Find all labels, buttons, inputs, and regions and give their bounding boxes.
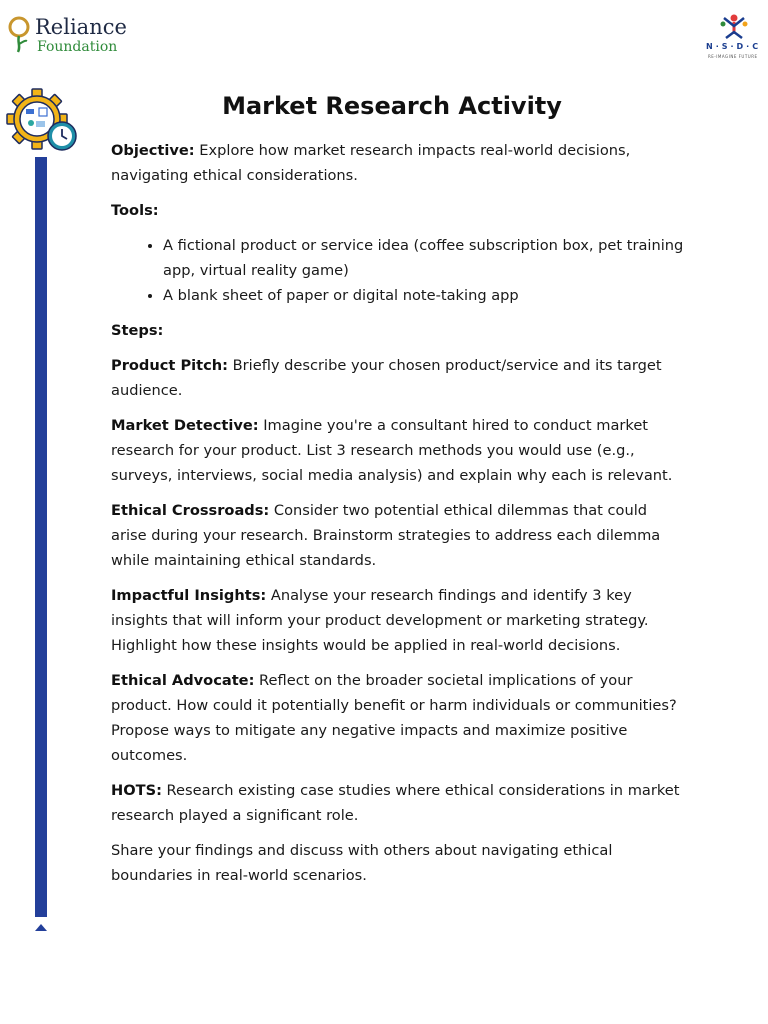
steps-heading (111, 318, 686, 343)
step-ethical-advocate (111, 668, 686, 768)
step-text: Research existing case studies where ethical considerations in market research played a significant role. (111, 782, 680, 824)
step-text: Reflect on the broader societal implications of your product. How could it potentially benefit or harm individuals or communities? Propose ways to mitigate any negative impacts and maximize positive outcomes. (111, 672, 677, 764)
tools-heading (111, 198, 686, 223)
left-rail-bar (35, 157, 47, 917)
step-label: Ethical Crossroads: (111, 502, 270, 519)
step-impactful-insights (111, 583, 686, 658)
step-text: Consider two potential ethical dilemmas that could arise during your research. Brainstorm strategies to address each dilemma while maintaining ethical standards. (111, 502, 661, 569)
nsdc-people-icon (700, 12, 764, 42)
step-ethical-crossroads (111, 498, 686, 573)
step-label: Market Detective: (111, 417, 259, 434)
list-item: • A blank sheet of paper or digital note-taking app (163, 283, 686, 308)
list-item: • A fictional product or service idea (coffee subscription box, pet training app, virtual reality game) (163, 233, 686, 283)
step-label: Impactful Insights: (111, 587, 267, 604)
rf-logo-line2: Foundation (37, 39, 118, 55)
objective-paragraph (111, 138, 686, 188)
closing-paragraph: Share your findings and discuss with others about navigating ethical boundaries in real-world scenarios. (111, 842, 613, 884)
nsdc-tagline: RE-IMAGINE FUTURE (708, 54, 758, 59)
reliance-flame-icon (8, 16, 34, 54)
objective-label: Objective: (111, 142, 195, 159)
activity-content (111, 138, 686, 898)
reliance-foundation-logo (8, 14, 138, 58)
step-product-pitch (111, 353, 686, 403)
step-label: HOTS: (111, 782, 162, 799)
steps-label: Steps: (111, 322, 164, 339)
nsdc-logo-text: N·S·D·C (706, 42, 762, 51)
step-label: Product Pitch: (111, 357, 229, 374)
tools-label: Tools: (111, 202, 159, 219)
step-text: Analyse your research findings and identify 3 key insights that will inform your product development or marketing strategy. Highlight how these insights would be applied in real-world decisions. (111, 587, 649, 654)
rf-logo-line1: Reliance (35, 15, 127, 39)
step-label: Ethical Advocate: (111, 672, 255, 689)
rail-arrow-up-icon (35, 924, 47, 931)
nsdc-logo (700, 12, 764, 64)
objective-text: Explore how market research impacts real-world decisions, navigating ethical considerations. (111, 142, 631, 184)
step-market-detective (111, 413, 686, 488)
tools-list (111, 233, 686, 308)
gear-icon (5, 88, 77, 154)
step-text: Briefly describe your chosen product/service and its target audience. (111, 357, 662, 399)
page-title: Market Research Activity (222, 92, 562, 120)
step-hots (111, 778, 686, 828)
step-text: Imagine you're a consultant hired to conduct market research for your product. List 3 research methods you would use (e.g., surveys, interviews, social media analysis) and explain why each is relevant. (111, 417, 673, 484)
